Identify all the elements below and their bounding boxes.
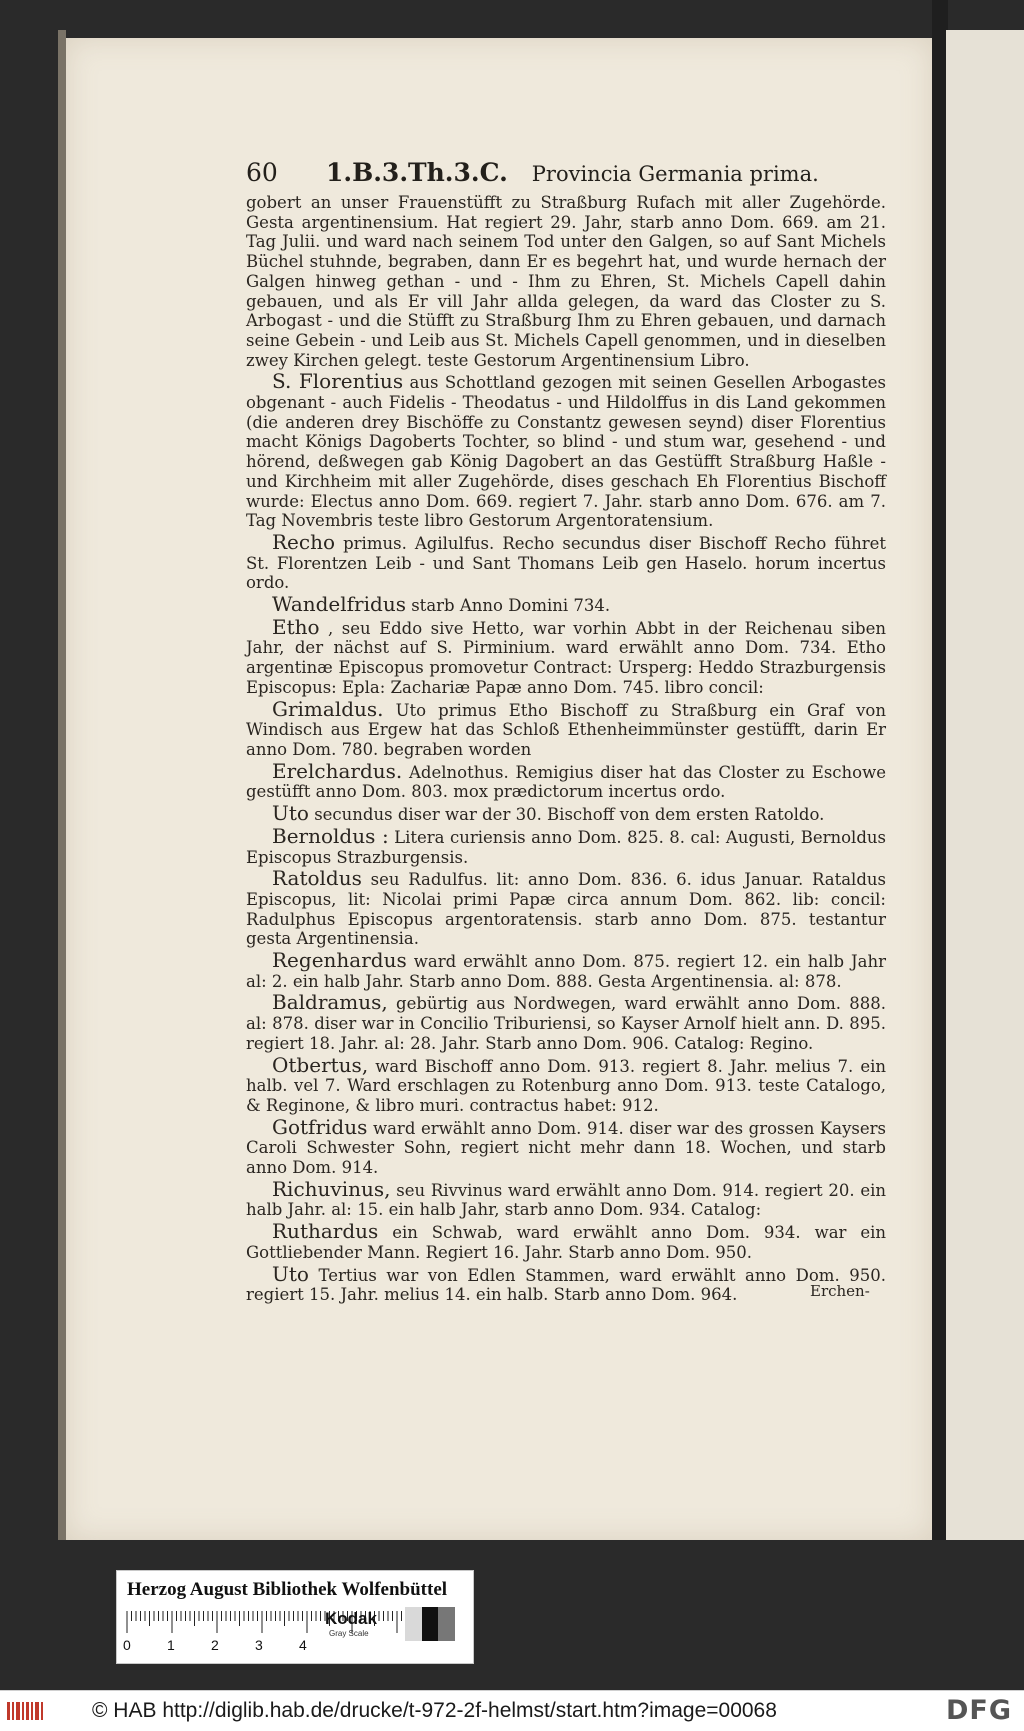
- text-paragraph: [246, 801, 886, 826]
- entry-text: Uto primus Etho Bischoff zu Straßburg ein Graf von Windisch aus Ergew hat das Schloß Ethenheimmünster gestüfft, darin Er anno Dom. 780. begraben worden: [246, 700, 886, 759]
- text-paragraph: [246, 1261, 886, 1305]
- entry-text: Litera curiensis anno Dom. 825. 8. cal: Augusti, Bernoldus Episcopus Strazburgensis.: [246, 827, 886, 867]
- entry-text: ward erwählt anno Dom. 914. diser war des grossen Kaysers Caroli Schwester Sohn, regiert nicht mehr dann 18. Wochen, und starb anno Dom. 914.: [246, 1118, 886, 1178]
- entry-text: starb Anno Domini 734.: [411, 596, 611, 616]
- text-paragraph: [246, 369, 886, 531]
- entry-name: Baldramus,: [272, 990, 388, 1015]
- ruler-number: 1: [167, 1637, 175, 1653]
- text-paragraph: [246, 193, 886, 370]
- text-paragraph: [246, 758, 886, 802]
- ruler-number: 3: [255, 1637, 263, 1653]
- book-edge: [58, 30, 66, 1540]
- text-paragraph: [246, 614, 886, 698]
- text-paragraph: [246, 1052, 886, 1116]
- page-number: 60: [246, 158, 278, 187]
- entry-name: Otbertus,: [272, 1052, 369, 1077]
- entry-text: secundus diser war der 30. Bischoff von dem ersten Ratoldo.: [314, 805, 825, 825]
- viewer-footer: [0, 1690, 1024, 1731]
- entry-text: seu Radulfus. lit: anno Dom. 836. 6. idus Januar. Rataldus Episcopus, lit: Nicolai primi Papæ circa annum Dom. 862. lib: concil: Radulphus Episcopus argentoratensis. starb anno Dom. 875. testantur gesta Argentinensia.: [246, 870, 886, 949]
- entry-name: Bernoldus :: [272, 823, 389, 848]
- text-paragraph: [246, 823, 886, 867]
- dfg-logo: DFG: [945, 1695, 1012, 1726]
- facing-page-edge: [946, 30, 1024, 1540]
- entry-name: Regenhardus: [272, 948, 407, 973]
- text-paragraph: [246, 1219, 886, 1262]
- entry-text: Tertius war von Edlen Stammen, ward erwählt anno Dom. 950. regiert 15. Jahr. melius 14. ein halb. Starb anno Dom. 964.: [246, 1265, 886, 1305]
- text-paragraph: [246, 1176, 886, 1220]
- entry-name: Wandelfridus: [272, 592, 406, 617]
- text-paragraph: [246, 866, 886, 949]
- text-paragraph: [246, 990, 886, 1053]
- entry-name: Uto: [272, 801, 309, 826]
- barcode-icon: [6, 1699, 44, 1723]
- entry-name: Ruthardus: [272, 1219, 379, 1244]
- library-color-card: [116, 1570, 474, 1664]
- ruler-number: 0: [123, 1637, 131, 1653]
- gray-scale-swatches: [405, 1607, 455, 1641]
- text-paragraph: [246, 948, 886, 991]
- catchword: Erchen-: [810, 1282, 870, 1300]
- gray-scale-label: Gray Scale: [329, 1629, 369, 1638]
- entry-name: Grimaldus.: [272, 696, 384, 721]
- entry-name: Ratoldus: [272, 866, 362, 891]
- entry-name: Recho: [272, 529, 336, 554]
- ruler-number: 2: [211, 1637, 219, 1653]
- entry-name: Erelchardus.: [272, 758, 403, 783]
- kodak-logo: Kodak: [325, 1609, 377, 1628]
- source-url-link[interactable]: © HAB http://diglib.hab.de/drucke/t-972-2f-helmst/start.htm?image=00068: [92, 1699, 777, 1722]
- entry-text: Adelnothus. Remigius diser hat das Closter zu Eschowe gestüfft anno Dom. 803. mox prædictorum incertus ordo.: [246, 762, 886, 802]
- page-body-text: [246, 193, 886, 1305]
- text-paragraph: [246, 529, 887, 593]
- entry-text: ward Bischoff anno Dom. 913. regiert 8. Jahr. melius 7. ein halb. vel 7. Ward erschlagen zu Rotenburg anno Dom. 913. teste Catalogo, & Reginone, & libro muri. contractus habet: 912.: [246, 1056, 886, 1115]
- text-paragraph: [246, 1114, 886, 1178]
- section-reference: 1.B.3.Th.3.C.: [326, 158, 508, 187]
- entry-name: Gotfridus: [272, 1114, 368, 1139]
- library-name: Herzog August Bibliothek Wolfenbüttel: [127, 1579, 448, 1600]
- text-paragraph: [246, 592, 886, 617]
- entry-text: ward erwählt anno Dom. 875. regiert 12. ein halb Jahr al: 2. ein halb Jahr. Starb anno Dom. 888. Gesta Argentinensia. al: 878.: [246, 952, 886, 991]
- entry-text: primus. Agilulfus. Recho secundus diser Bischoff Recho führet St. Florentzen Leib - und Sant Thomans Leib gen Haselo. horum incertus ordo.: [246, 533, 887, 593]
- text-paragraph: [246, 696, 886, 760]
- ruler-number: 4: [299, 1637, 307, 1653]
- entry-text: aus Schottland gezogen mit seinen Gesellen Arbogastes obgenant - auch Fidelis - Theodatus - und Hildolffus in dis Land gekommen (die anderen drey Bischöffe zu Constantz gewesen seynd) diser Florentius macht Königs Dagoberts Tochter, so blind - und stum war, gesehend - und hörend, deßwegen gab König Dagobert an das Gestüfft Straßburg Haßle - und Kirchheim mit aller Zugehörde, dises geschach Eh Florentius Bischoff wurde: Electus anno Dom. 669. regiert 7. Jahr. starb anno Dom. 676. am 7. Tag Novembris teste libro Gestorum Argentoratensium.: [246, 373, 886, 531]
- entry-text: , seu Eddo sive Hetto, war vorhin Abbt in der Reichenau siben Jahr, der nächst auf S. Pirminium. ward erwählt anno Dom. 734. Etho argentinæ Episcopus promovetur Contract: Ursperg: Heddo Strazburgensis Episcopus: Epla: Zachariæ Papæ anno Dom. 745. libro concil:: [246, 618, 886, 697]
- entry-text: ein Schwab, ward erwählt anno Dom. 934. war ein Gottliebender Mann. Regiert 16. Jahr. Starb anno Dom. 950.: [246, 1223, 886, 1262]
- entry-name: Uto: [272, 1261, 309, 1286]
- entry-name: Richuvinus,: [272, 1176, 391, 1201]
- entry-text: gobert an unser Frauenstüfft zu Straßburg Rufach mit aller Zugehörde. Gesta argentinensium. Hat regiert 29. Jahr, starb anno Dom. 669. am 21. Tag Julii. und ward nach seinem Tod unter den Galgen, so auf Sant Michels Büchel stuhnde, begraben, dann Er es begehrt hat, und wurde hernach der Galgen hinweg gethan - und - Ihm zu Ehren, St. Michels Capell dahin gebauen, und als Er vill Jahr allda gelegen, da ward das Closter zu S. Arbogast - und die Stüfft zu Straßburg Ihm zu Ehren gebauen, und darnach seine Gebein - und Leib aus St. Michels Capell genommen, und in dieselben zwey Kirchen gelegt. teste Gestorum Argentinensium Libro.: [246, 193, 886, 370]
- entry-text: seu Rivvinus ward erwählt anno Dom. 914. regiert 20. ein halb Jahr. al: 15. ein halb Jahr, starb anno Dom. 934. Catalog:: [246, 1180, 886, 1220]
- running-title: Provincia Germania prima.: [531, 162, 819, 186]
- entry-name: Etho: [272, 614, 320, 639]
- page-header: [246, 158, 886, 190]
- entry-text: gebürtig aus Nordwegen, ward erwählt anno Dom. 888. al: 878. diser war in Concilio Triburiensi, so Kayser Arnolf hielt ann. D. 895. regiert 18. Jahr. al: 28. Jahr. Starb anno Dom. 906. Catalog: Regino.: [246, 994, 886, 1053]
- entry-name: S. Florentius: [272, 369, 404, 394]
